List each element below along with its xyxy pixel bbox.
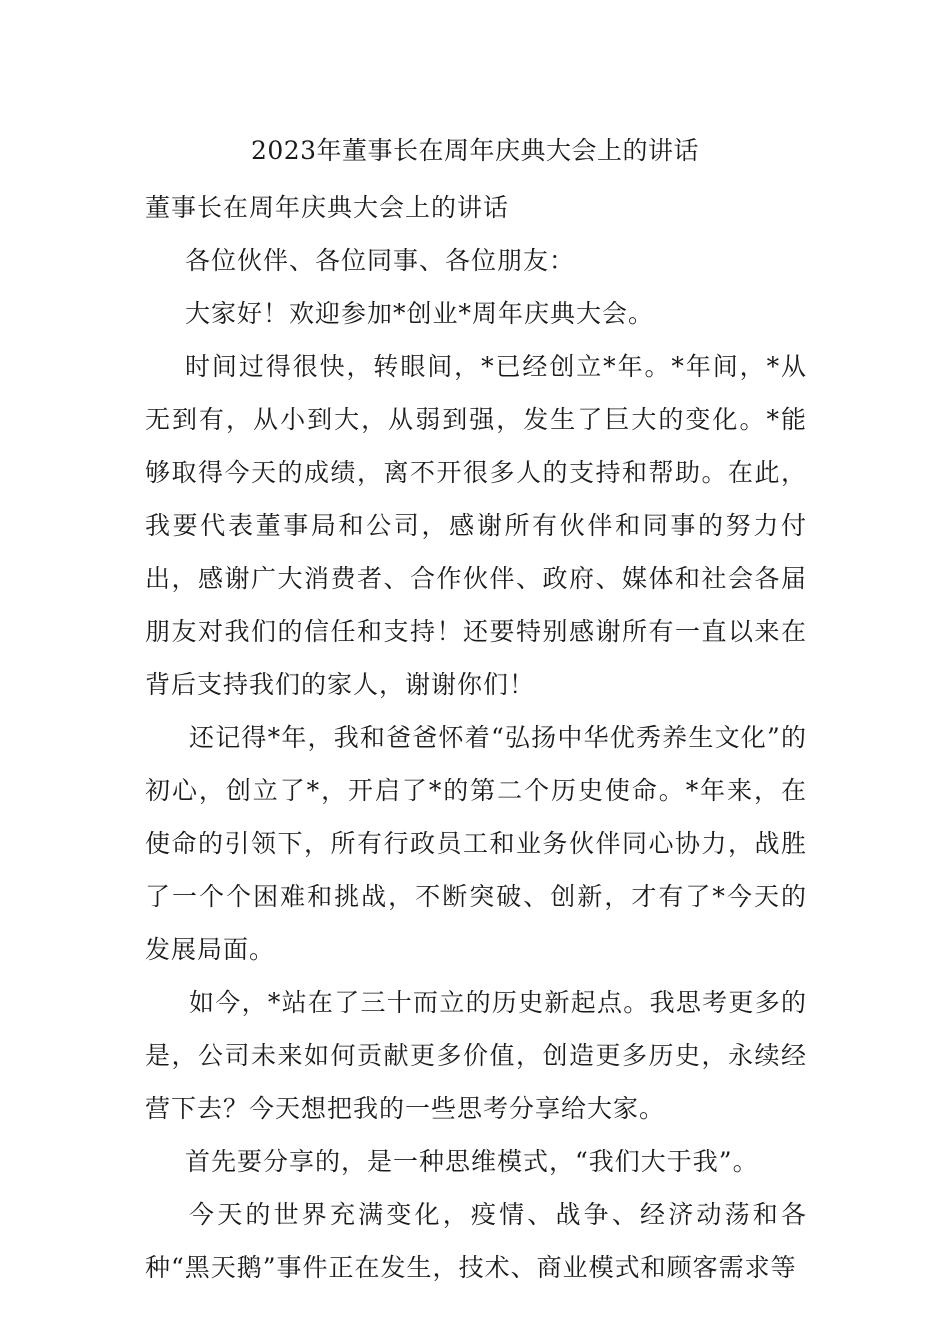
document-title: 2023年董事长在周年庆典大会上的讲话 xyxy=(250,136,700,165)
greeting-paragraph: 大家好！欢迎参加*创业*周年庆典大会。 xyxy=(185,299,655,328)
body-paragraph: 首先要分享的，是一种思维模式，“我们大于我”。 xyxy=(185,1147,759,1176)
body-paragraph: 还记得*年，我和爸爸怀着“弘扬中华优秀养生文化”的初心，创立了*，开启了*的第二个历史使命。*年来，在使命的引领下，所有行政员工和业务伙伴同心协力，战胜了一个个困难和挑战，不断突破、创新，才有了*今天的发展局面。 xyxy=(145,723,807,964)
body-paragraph: 时间过得很快，转眼间，*已经创立*年。*年间，*从无到有，从小到大，从弱到强，发生了巨大的变化。*能够取得今天的成绩，离不开很多人的支持和帮助。在此，我要代表董事局和公司，感谢所有伙伴和同事的努力付出，感谢广大消费者、合作伙伴、政府、媒体和社会各届朋友对我们的信任和支持！还要特别感谢所有一直以来在背后支持我们的家人，谢谢你们！ xyxy=(145,352,807,699)
body-paragraph: 今天的世界充满变化，疫情、战争、经济动荡和各种“黑天鹅”事件正在发生，技术、商业模式和顾客需求等 xyxy=(145,1200,807,1282)
document-body xyxy=(145,181,807,1294)
salutation-paragraph: 各位伙伴、各位同事、各位朋友： xyxy=(185,246,576,275)
subtitle-paragraph: 董事长在周年庆典大会上的讲话 xyxy=(145,193,510,222)
body-paragraph: 如今，*站在了三十而立的历史新起点。我思考更多的是，公司未来如何贡献更多价值，创造更多历史，永续经营下去？今天想把我的一些思考分享给大家。 xyxy=(145,988,807,1123)
